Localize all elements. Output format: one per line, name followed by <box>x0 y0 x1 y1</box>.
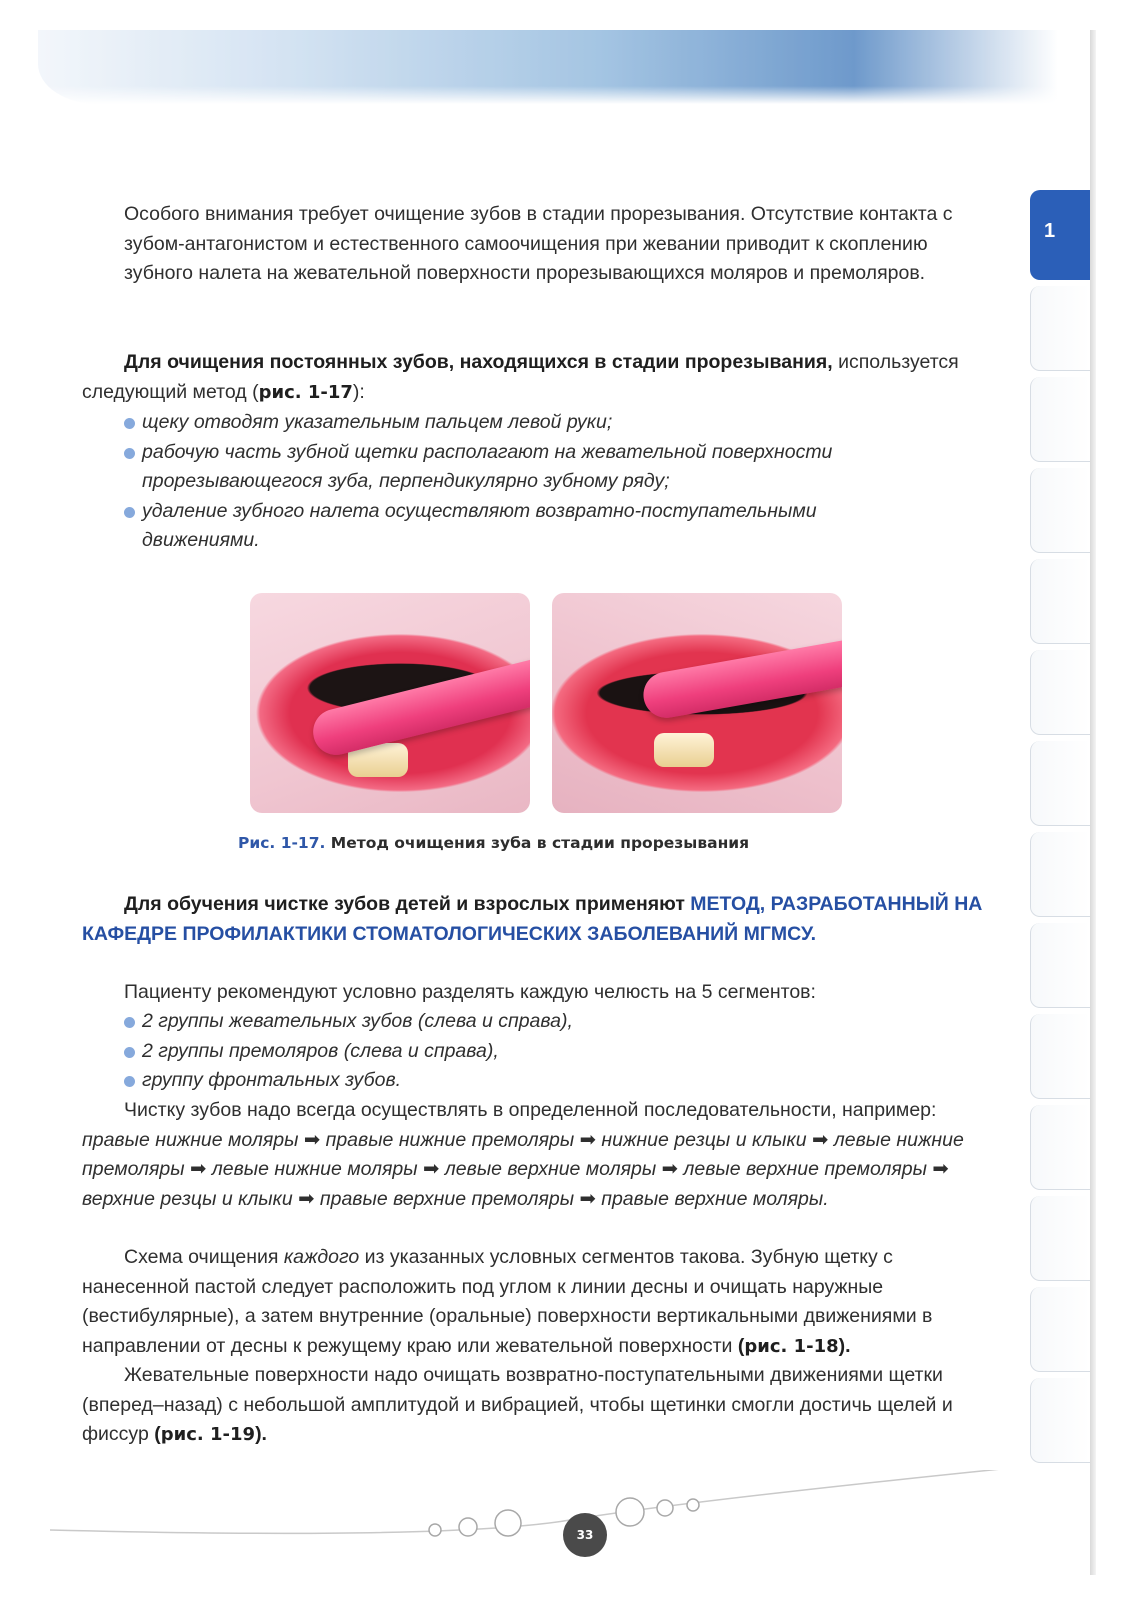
footer-circle <box>459 1518 477 1536</box>
photo-brushing-right <box>552 593 842 813</box>
ref-open: ( <box>154 1423 161 1445</box>
toothbrush-shape <box>308 652 530 760</box>
chewing-paragraph <box>82 1361 1002 1450</box>
ref-close: ). <box>838 1334 851 1357</box>
ref-close: ): <box>352 380 365 403</box>
method2-lead-bold: Для обучения чистке зубов детей и взрослых применяют <box>124 893 685 915</box>
list-item: 2 группы жевательных зубов (слева и справа), <box>124 1007 1024 1037</box>
figure-caption-label: Рис. 1-17. <box>238 834 326 852</box>
teeth-shape <box>654 733 714 767</box>
scheme-paragraph <box>82 1243 1002 1361</box>
scheme-emphasis: каждого <box>283 1246 360 1268</box>
figure-ref-1-18[interactable]: рис. 1-18 <box>744 1335 839 1357</box>
footer-circle <box>616 1498 644 1526</box>
sequence-paragraph <box>82 1096 1002 1214</box>
figure-caption <box>238 834 878 852</box>
ref-close: ). <box>255 1423 267 1445</box>
list-item: рабочую часть зубной щетки располагают на жевательной поверхности прорезывающегося зуба, перпендикулярно зубному ряду; <box>124 438 904 497</box>
list-item: группу фронтальных зубов. <box>124 1066 1024 1096</box>
method2-lead <box>82 890 1002 949</box>
method1-lead-bold: Для очищения постоянных зубов, находящихся в стадии прорезывания, <box>124 351 833 373</box>
list-item: 2 группы премоляров (слева и справа), <box>124 1037 1024 1067</box>
segments-list <box>124 1007 1024 1096</box>
scheme-text-rest: из указанных условных сегментов такова. Зубную щетку с нанесенной пастой следует расположить под углом к линии десны и очищать наружные (вестибулярные), а затем внутренние (оральные) поверхности вертикальными движениями в направлении от десны к режущему краю или жевательной поверхности <box>82 1246 933 1357</box>
chapter-tab-number: 1 <box>1044 220 1056 242</box>
figure-ref-1-17[interactable]: рис. 1-17 <box>258 381 353 403</box>
figure-ref-1-19[interactable]: рис. 1-19 <box>160 1424 256 1445</box>
chewing-text: Жевательные поверхности надо очищать возвратно-поступательными движениями щетки (вперед–назад) с небольшой амплитудой и вибрацией, чтобы щетинки смогли достичь щелей и фиссур <box>82 1364 953 1445</box>
method1-steps <box>124 408 904 556</box>
ref-open: ( <box>246 380 259 403</box>
footer-circle <box>657 1500 673 1516</box>
photo-brushing-left <box>250 593 530 813</box>
footer-circle <box>495 1510 521 1536</box>
method1-lead-rest: используется следующий метод <box>82 351 959 403</box>
method2-lead-highlight: МЕТОД, РАЗРАБОТАННЫЙ НА КАФЕДРЕ ПРОФИЛАКТИКИ СТОМАТОЛОГИЧЕСКИХ ЗАБОЛЕВАНИЙ МГМСУ. <box>82 893 983 945</box>
figure-caption-text: Метод очищения зуба в стадии прорезывания <box>330 834 750 852</box>
sequence-order: правые нижние моляры ➡ правые нижние премоляры ➡ нижние резцы и клыки ➡ левые нижние премоляры ➡ левые нижние моляры ➡ левые верхние моляры ➡ левые верхние премоляры ➡ верхние резцы и клыки ➡ правые верхние премоляры ➡ правые верхние моляры. <box>82 1128 964 1210</box>
intro-paragraph: Особого внимания требует очищение зубов в стадии прорезывания. Отсутствие контакта с зубом-антагонистом и естественного самоочищения при жевании приводит к скоплению зубного налета на жевательной поверхности прорезывающихся моляров и премоляров. <box>124 203 953 284</box>
sequence-intro: Чистку зубов надо всегда осуществлять в определенной последовательности, например: <box>124 1099 937 1121</box>
footer-circle <box>687 1499 699 1511</box>
page-number: 33 <box>563 1513 607 1557</box>
segments-intro: Пациенту рекомендуют условно разделять каждую челюсть на 5 сегментов: <box>124 981 816 1003</box>
scheme-text-start: Схема очищения <box>124 1246 284 1268</box>
ref-open: ( <box>737 1334 745 1357</box>
method1-lead <box>82 348 1002 407</box>
toothbrush-shape <box>640 635 842 722</box>
list-item: удаление зубного налета осуществляют возвратно-поступательными движениями. <box>124 497 904 556</box>
list-item: щеку отводят указательным пальцем левой руки; <box>124 408 904 438</box>
footer-circle <box>429 1524 441 1536</box>
